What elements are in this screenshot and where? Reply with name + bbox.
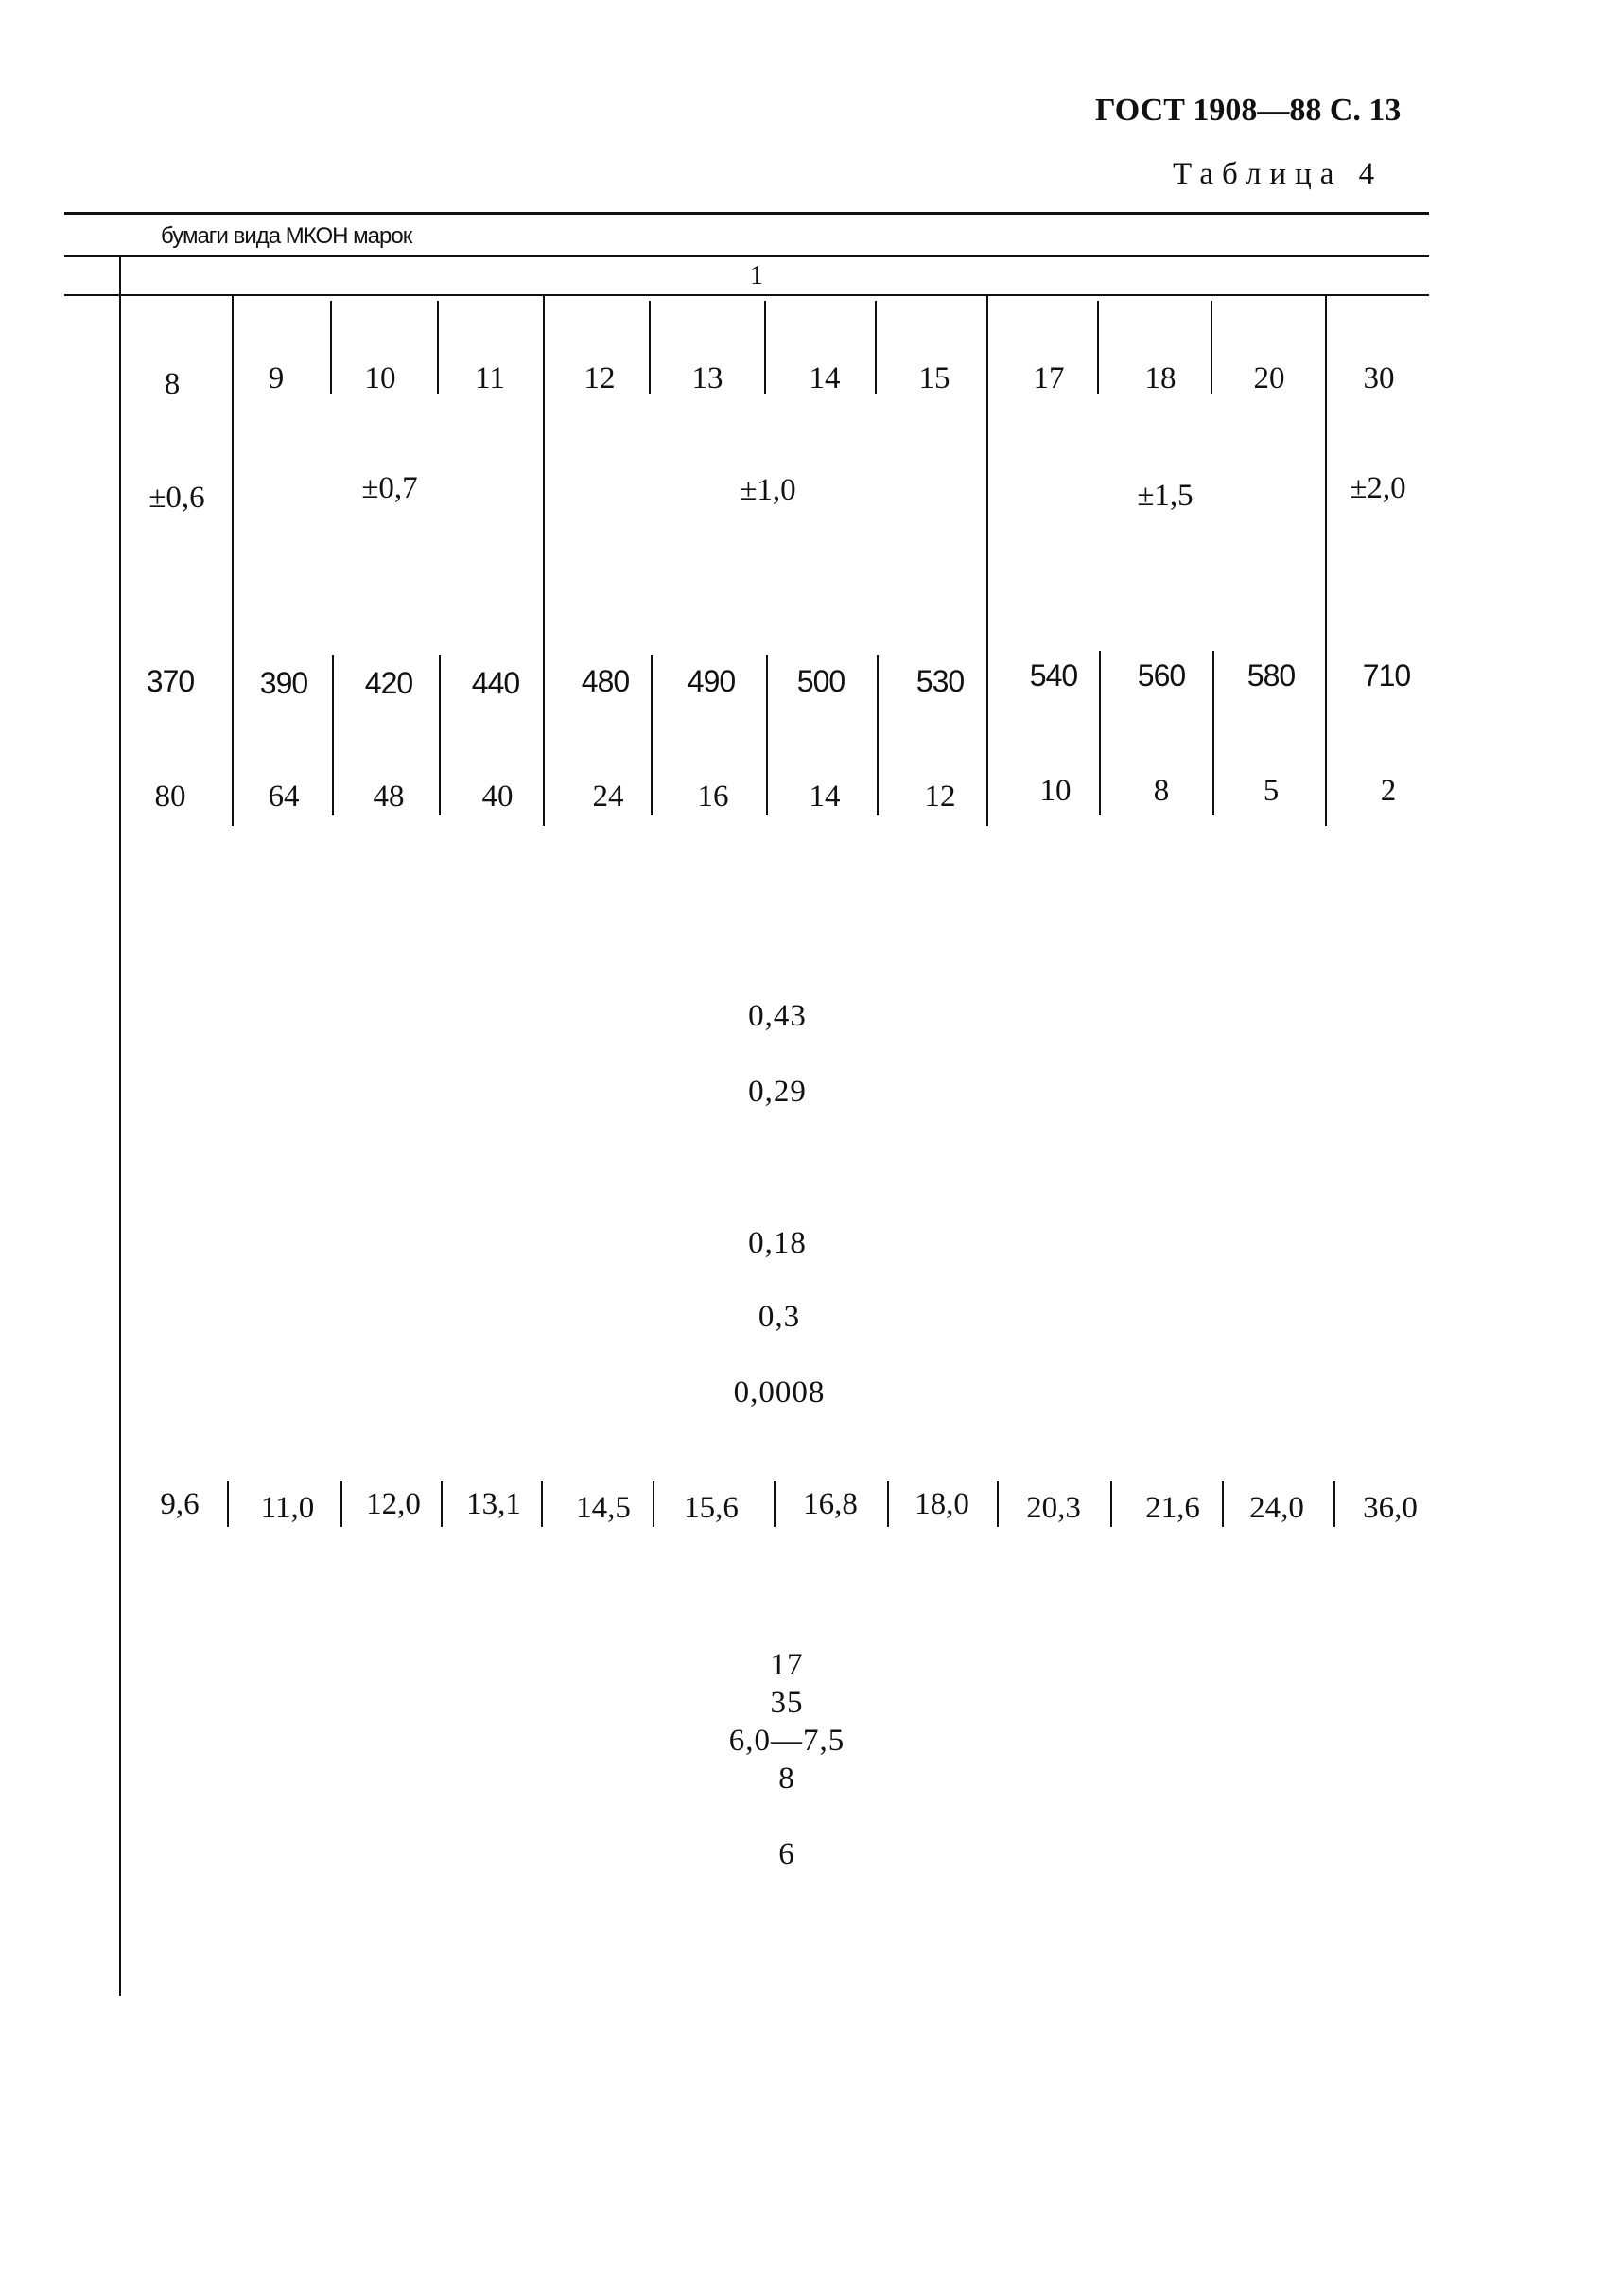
row-c-cell: 16,8 [803, 1487, 858, 1521]
mark-cell: 20 [1253, 361, 1285, 395]
mark-cell: 14 [809, 361, 841, 395]
row-a-cell: 490 [687, 664, 736, 698]
group-separator [1325, 296, 1327, 826]
row-b-cell: 24 [592, 780, 624, 814]
group-separator [232, 296, 234, 826]
common-value: 8 [778, 1761, 795, 1796]
row-c-cell: 13,1 [466, 1487, 521, 1521]
value-separator [651, 655, 653, 815]
row-b-cell: 80 [154, 780, 186, 814]
tolerance-cell: ±2,0 [1350, 471, 1406, 505]
page-header: ГОСТ 1908—88 С. 13 [1095, 93, 1402, 128]
row-c-cell: 24,0 [1249, 1491, 1304, 1525]
mark-cell: 9 [268, 361, 285, 395]
row-a-cell: 580 [1246, 658, 1296, 692]
row-b-cell: 2 [1380, 774, 1397, 808]
row-c-cell: 15,6 [684, 1491, 739, 1525]
mark-cell: 30 [1363, 361, 1395, 395]
value-separator [766, 655, 768, 815]
row-c-cell: 21,6 [1145, 1491, 1200, 1525]
row-c-separator [227, 1481, 229, 1527]
mark-separator [764, 301, 766, 394]
table-left-border [119, 257, 121, 1996]
mark-cell: 17 [1033, 361, 1065, 395]
mark-separator [649, 301, 651, 394]
row-b-cell: 48 [373, 780, 405, 814]
group-separator [543, 296, 545, 826]
table-label: Таблица 4 [1173, 157, 1384, 191]
row-c-cell: 36,0 [1363, 1491, 1418, 1525]
row-b-cell: 8 [1153, 774, 1170, 808]
value-separator [1099, 651, 1101, 815]
common-value: 6,0—7,5 [728, 1724, 845, 1758]
mark-separator [330, 301, 332, 394]
row-c-cell: 12,0 [366, 1487, 421, 1521]
row-a-cell: 710 [1362, 658, 1411, 692]
row-c-cell: 11,0 [260, 1491, 315, 1525]
tolerance-cell: ±0,6 [148, 481, 205, 515]
row-b-cell: 10 [1039, 774, 1072, 808]
row-c-separator [653, 1481, 654, 1527]
tolerance-cell: ±0,7 [361, 471, 418, 505]
row-b-cell: 5 [1263, 774, 1280, 808]
row-a-cell: 500 [796, 664, 845, 698]
tolerance-cell: ±1,5 [1137, 479, 1194, 513]
mark-separator [437, 301, 439, 394]
row-b-cell: 40 [481, 780, 514, 814]
row-c-cell: 14,5 [576, 1491, 631, 1525]
table-subheading: бумаги вида МКОН марок [161, 223, 412, 249]
row-a-cell: 370 [146, 664, 195, 698]
group-separator [986, 296, 988, 826]
row-c-separator [1333, 1481, 1335, 1527]
value-separator [1212, 651, 1214, 815]
row-b-cell: 64 [268, 780, 300, 814]
mark-cell: 8 [164, 367, 181, 401]
common-value: 6 [778, 1837, 795, 1871]
row-c-separator [541, 1481, 543, 1527]
common-value: 35 [770, 1686, 804, 1720]
common-value: 0,3 [758, 1300, 801, 1334]
column-number: 1 [750, 261, 763, 290]
row-a-cell: 540 [1029, 658, 1078, 692]
mark-separator [875, 301, 877, 394]
row-b-cell: 16 [697, 780, 729, 814]
common-value: 0,0008 [733, 1376, 826, 1410]
mark-cell: 10 [364, 361, 396, 395]
value-separator [877, 655, 879, 815]
row-c-cell: 20,3 [1026, 1491, 1081, 1525]
row-c-cell: 9,6 [160, 1487, 200, 1521]
common-value: 0,18 [748, 1226, 807, 1260]
common-value: 17 [770, 1648, 804, 1682]
row-c-separator [1110, 1481, 1112, 1527]
row-a-cell: 390 [259, 666, 308, 700]
row-b-cell: 12 [924, 780, 956, 814]
row-c-separator [887, 1481, 889, 1527]
mark-cell: 18 [1144, 361, 1177, 395]
common-value: 0,29 [748, 1075, 807, 1109]
row-c-separator [1222, 1481, 1224, 1527]
column-number-rule [64, 294, 1429, 296]
common-value: 0,43 [748, 999, 807, 1033]
mark-cell: 11 [475, 361, 505, 395]
mark-separator [1211, 301, 1212, 394]
mark-separator [1097, 301, 1099, 394]
value-separator [439, 655, 441, 815]
row-b-cell: 14 [809, 780, 841, 814]
mark-cell: 15 [918, 361, 950, 395]
row-a-cell: 530 [915, 664, 965, 698]
row-a-cell: 480 [581, 664, 630, 698]
row-a-cell: 560 [1137, 658, 1186, 692]
mark-cell: 13 [691, 361, 723, 395]
value-separator [332, 655, 334, 815]
row-c-separator [340, 1481, 342, 1527]
tolerance-cell: ±1,0 [740, 473, 796, 507]
subheading-rule [64, 255, 1429, 257]
row-c-separator [774, 1481, 776, 1527]
row-a-cell: 440 [471, 666, 520, 700]
row-a-cell: 420 [364, 666, 413, 700]
row-c-cell: 18,0 [915, 1487, 969, 1521]
row-c-separator [441, 1481, 443, 1527]
table-top-rule [64, 212, 1429, 215]
row-c-separator [997, 1481, 999, 1527]
mark-cell: 12 [584, 361, 616, 395]
